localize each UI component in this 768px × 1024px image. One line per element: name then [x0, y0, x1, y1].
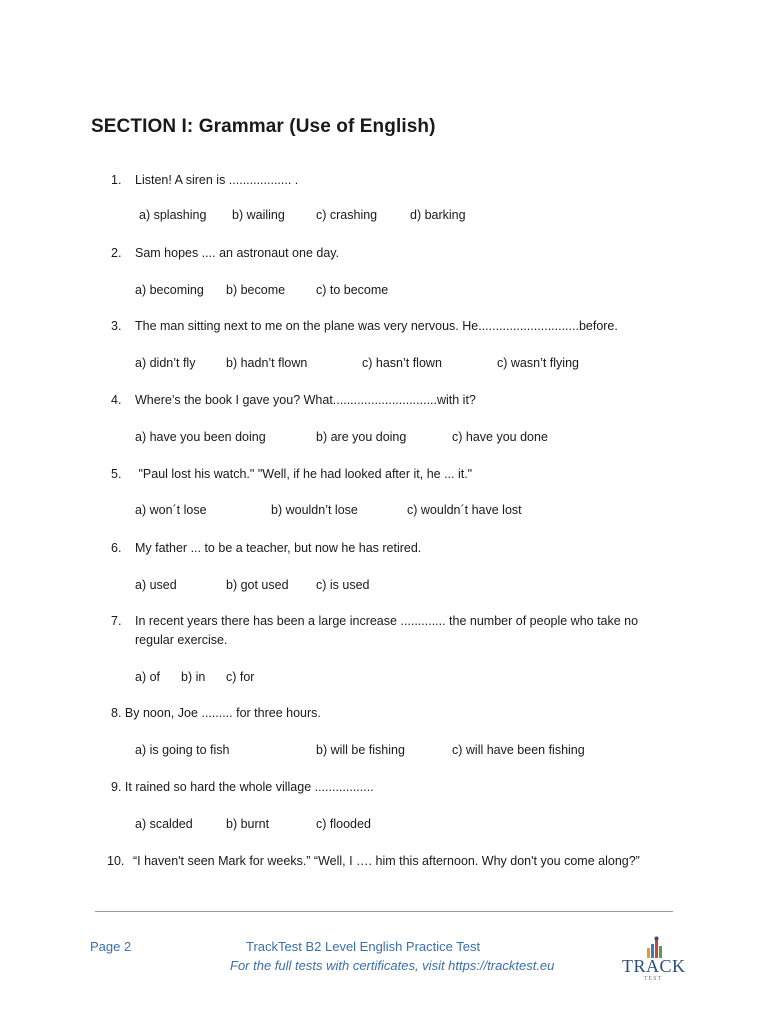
footer-divider	[95, 911, 673, 912]
section-title: SECTION I: Grammar (Use of English)	[91, 116, 436, 137]
question-number: 2.	[111, 246, 122, 260]
question-number: 9.	[111, 780, 122, 794]
option: c) wouldn´t have lost	[407, 503, 522, 517]
option: c) to become	[316, 283, 389, 297]
option: c) have you done	[452, 430, 548, 444]
question-number: 8.	[111, 706, 122, 720]
question-number: 3.	[111, 319, 122, 333]
question-6	[111, 539, 421, 557]
question-text: In recent years there has been a large increase ............. the number of people who take no	[135, 614, 639, 628]
question-4	[111, 391, 476, 409]
question-text: By noon, Joe ......... for three hours.	[124, 706, 321, 720]
question-text: Sam hopes .... an astronaut one day.	[135, 246, 340, 260]
option: b) become	[226, 283, 286, 297]
option: d) barking	[410, 208, 466, 222]
option: c) for	[226, 670, 255, 684]
question-text: The man sitting next to me on the plane was very nervous. He.............................before.	[135, 319, 618, 333]
option: a) used	[135, 578, 177, 592]
option: a) splashing	[139, 208, 207, 222]
option: b) got used	[226, 578, 289, 592]
option: b) wouldn’t lose	[271, 503, 358, 517]
logo-wordmark: TRACK	[622, 956, 686, 976]
question-number: 10.	[107, 854, 125, 868]
question-5	[111, 465, 472, 483]
option: a) is going to fish	[135, 743, 230, 757]
logo-subtitle: TEST	[643, 976, 663, 982]
option: c) is used	[316, 578, 370, 592]
question-text: “I haven't seen Mark for weeks.” “Well, I …. him this afternoon. Why don't you come along?”	[133, 854, 640, 868]
question-number: 1.	[111, 173, 122, 187]
option: b) burnt	[226, 817, 270, 831]
option: c) hasn’t flown	[362, 356, 442, 370]
option: b) wailing	[232, 208, 285, 222]
option: a) didn’t fly	[135, 356, 196, 370]
question-10	[107, 852, 640, 870]
question-2	[111, 244, 339, 262]
question-8	[111, 704, 321, 722]
question-text: It rained so hard the whole village .................	[124, 780, 374, 794]
option: b) are you doing	[316, 430, 407, 444]
question-text: My father ... to be a teacher, but now he has retired.	[135, 541, 422, 555]
question-text: Listen! A siren is .................. .	[135, 173, 299, 187]
option: a) have you been doing	[135, 430, 266, 444]
question-3	[111, 317, 618, 335]
question-number: 4.	[111, 393, 122, 407]
footer-title: TrackTest B2 Level English Practice Test	[246, 939, 481, 954]
option: c) crashing	[316, 208, 378, 222]
option: c) wasn’t flying	[497, 356, 579, 370]
option: a) won´t lose	[135, 503, 207, 517]
option: a) becoming	[135, 283, 204, 297]
option: c) will have been fishing	[452, 743, 585, 757]
question-7-continued: regular exercise.	[135, 633, 228, 647]
question-1	[111, 171, 298, 189]
option: a) of	[135, 670, 161, 684]
footer-visit-text: For the full tests with certificates, visit https://tracktest.eu	[230, 958, 555, 973]
question-7	[111, 612, 638, 630]
option: a) scalded	[135, 817, 193, 831]
question-text: Where’s the book I gave you? What..............................with it?	[135, 393, 476, 407]
question-number: 6.	[111, 541, 122, 555]
question-number: 7.	[111, 614, 122, 628]
tracktest-logo	[622, 936, 684, 988]
option: b) hadn’t flown	[226, 356, 308, 370]
option: c) flooded	[316, 817, 371, 831]
option: b) in	[181, 670, 206, 684]
question-text: "Paul lost his watch." "Well, if he had looked after it, he ... it."	[135, 467, 473, 481]
question-number: 5.	[111, 467, 122, 481]
page-number: Page 2	[90, 939, 132, 954]
option: b) will be fishing	[316, 743, 405, 757]
question-9	[111, 778, 374, 796]
